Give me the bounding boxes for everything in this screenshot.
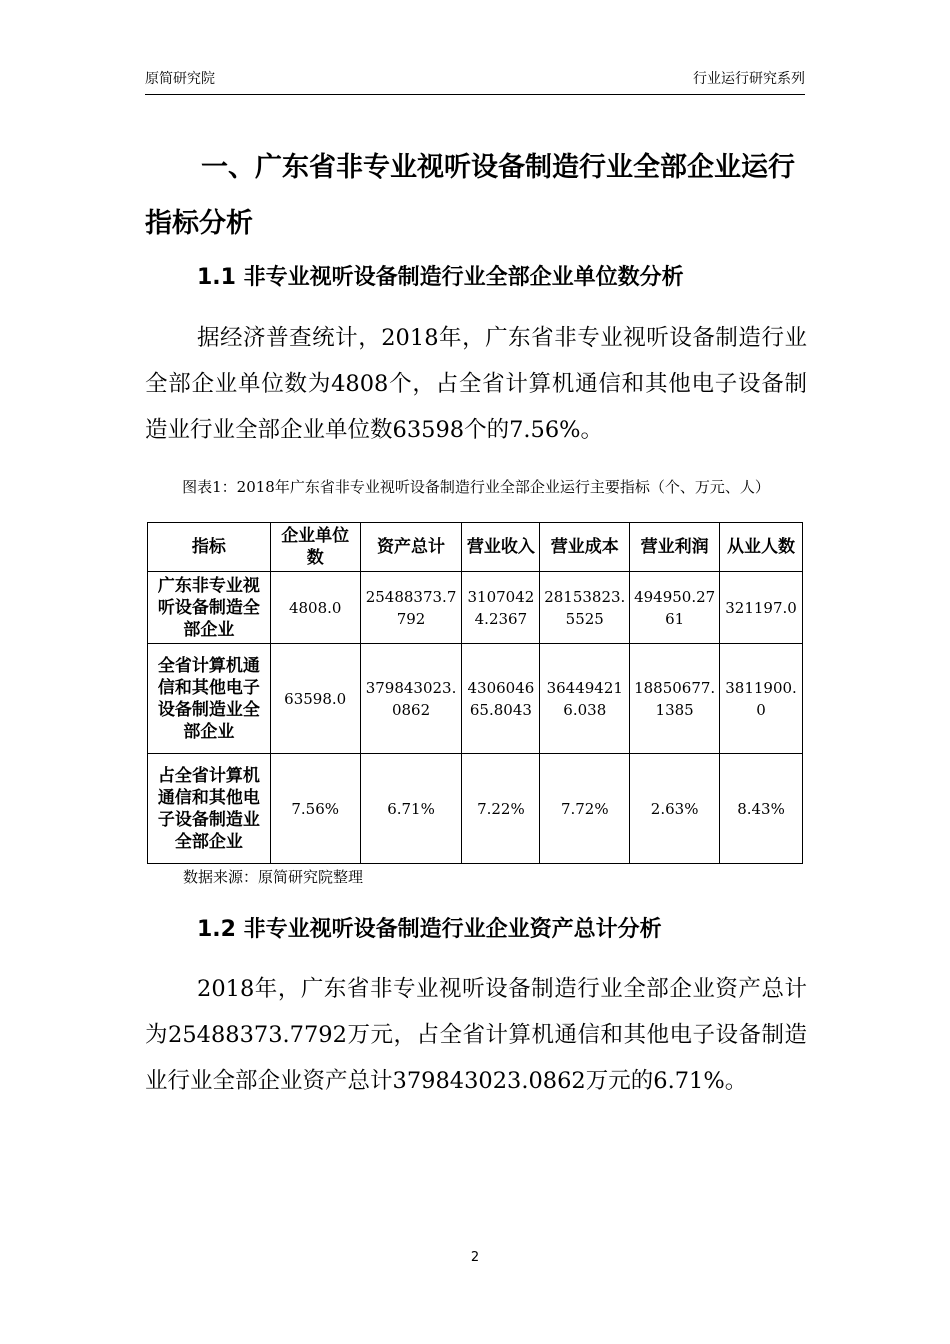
section-1-paragraph: 据经济普查统计，2018年，广东省非专业视听设备制造行业全部企业单位数为4808个，占全省计算机通信和其他电子设备制造业行业全部企业单位数63598个的7.56%。 <box>145 325 807 443</box>
table-row <box>148 572 803 644</box>
table-caption: 图表1：2018年广东省非专业视听设备制造行业全部企业运行主要指标（个、万元、人） <box>182 478 770 496</box>
cell: 3811900.0 <box>720 644 803 754</box>
cell: 25488373.7792 <box>360 572 462 644</box>
header-cell: 营业利润 <box>630 523 720 572</box>
cell: 7.22% <box>462 754 540 864</box>
cell: 430604665.8043 <box>462 644 540 754</box>
cell: 63598.0 <box>270 644 360 754</box>
header-cell: 资产总计 <box>360 523 462 572</box>
header-cell: 营业成本 <box>540 523 630 572</box>
cell: 321197.0 <box>720 572 803 644</box>
row-label: 占全省计算机通信和其他电子设备制造业全部企业 <box>148 754 271 864</box>
header-left: 原简研究院 <box>145 71 215 87</box>
cell: 364494216.038 <box>540 644 630 754</box>
page-number: 2 <box>470 1250 480 1265</box>
header-cell: 指标 <box>148 523 271 572</box>
cell: 18850677.1385 <box>630 644 720 754</box>
header-cell: 企业单位数 <box>270 523 360 572</box>
cell: 28153823.5525 <box>540 572 630 644</box>
header-cell: 从业人数 <box>720 523 803 572</box>
table-source: 数据来源：原简研究院整理 <box>183 868 364 886</box>
page-header <box>145 68 805 95</box>
cell: 494950.2761 <box>630 572 720 644</box>
cell: 7.56% <box>270 754 360 864</box>
row-label: 广东非专业视听设备制造全部企业 <box>148 572 271 644</box>
row-label: 全省计算机通信和其他电子设备制造业全部企业 <box>148 644 271 754</box>
cell: 379843023.0862 <box>360 644 462 754</box>
cell: 2.63% <box>630 754 720 864</box>
section-1-title: 1.1 非专业视听设备制造行业全部企业单位数分析 <box>197 265 684 290</box>
cell: 8.43% <box>720 754 803 864</box>
cell: 6.71% <box>360 754 462 864</box>
cell: 4808.0 <box>270 572 360 644</box>
table-row <box>148 644 803 754</box>
section-2-paragraph: 2018年，广东省非专业视听设备制造行业全部企业资产总计为25488373.7792万元，占全省计算机通信和其他电子设备制造业行业全部企业资产总计379843023.0862万元的6.71%。 <box>145 976 807 1094</box>
header-cell: 营业收入 <box>462 523 540 572</box>
table-row <box>148 754 803 864</box>
heading-1: 一、广东省非专业视听设备制造行业全部企业运行指标分析 <box>145 152 795 239</box>
cell: 7.72% <box>540 754 630 864</box>
section-2-title: 1.2 非专业视听设备制造行业企业资产总计分析 <box>197 917 662 942</box>
cell: 31070424.2367 <box>462 572 540 644</box>
header-right: 行业运行研究系列 <box>693 71 805 87</box>
indicator-table <box>147 522 803 864</box>
table-header-row <box>148 523 803 572</box>
